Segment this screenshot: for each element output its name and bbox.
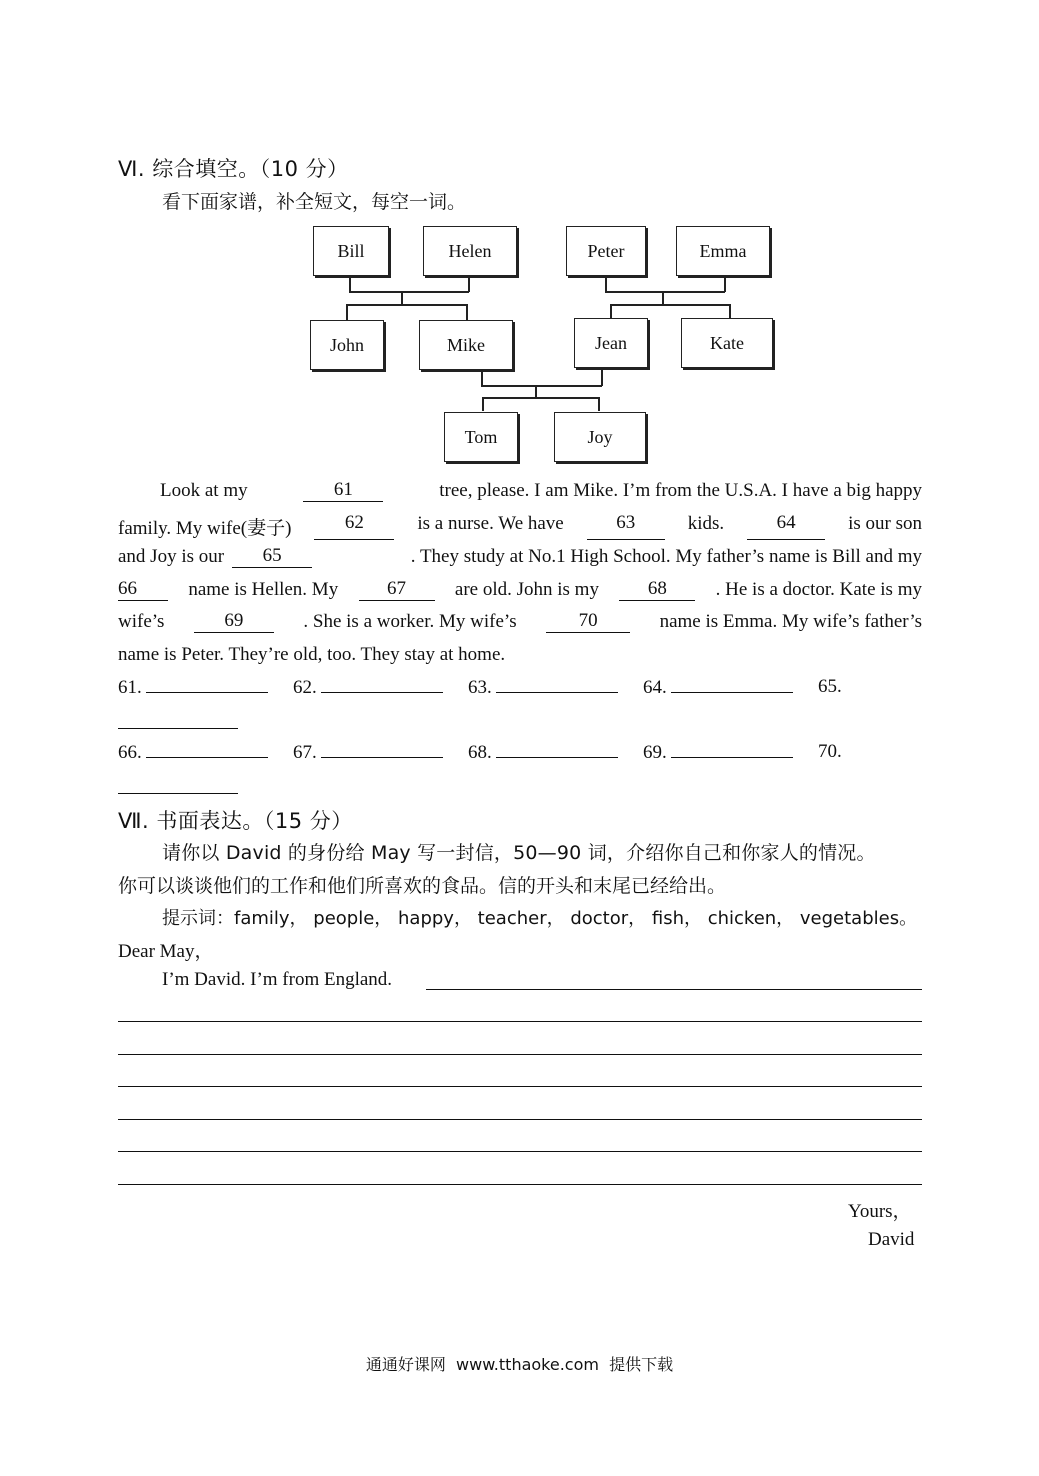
passage-text: Look at my <box>160 480 248 501</box>
answer-61 <box>118 676 268 699</box>
section-6-heading: Ⅵ. 综合填空。（10 分） <box>118 157 349 181</box>
passage-text: and Joy is our <box>118 546 225 567</box>
passage-line-2 <box>118 513 922 540</box>
answer-number: 66. <box>118 742 142 763</box>
tree-connector <box>601 368 603 386</box>
section-7-heading: Ⅶ. 书面表达。（15 分） <box>118 809 353 833</box>
answer-blank[interactable] <box>146 676 268 693</box>
blank-66: 66 <box>118 579 168 601</box>
blank-70: 70 <box>546 611 630 633</box>
tree-connector <box>349 276 351 292</box>
letter-opening: I’m David. I’m from England. <box>162 969 393 990</box>
tree-connector <box>662 291 664 305</box>
letter-signature: David <box>868 1229 915 1250</box>
answer-64 <box>643 676 793 699</box>
blank-63: 63 <box>587 513 665 540</box>
answer-number: 62. <box>293 677 317 698</box>
tree-connector <box>468 276 470 292</box>
writing-line[interactable] <box>118 1184 922 1185</box>
blank-64: 64 <box>747 513 825 540</box>
tree-connector <box>349 291 469 293</box>
section-6-instruction: 看下面家谱，补全短文，每空一词。 <box>162 191 467 213</box>
tree-connector <box>605 291 725 293</box>
writing-line[interactable] <box>118 1086 922 1087</box>
tree-connector <box>481 385 602 387</box>
passage-text: . She is a worker. My wife’s <box>303 611 517 632</box>
answer-blank-65[interactable] <box>118 728 238 729</box>
writing-line[interactable] <box>118 1054 922 1055</box>
answer-68 <box>468 741 618 764</box>
tree-node-john: John <box>310 320 384 370</box>
answer-blank[interactable] <box>146 741 268 758</box>
blank-68: 68 <box>619 579 695 601</box>
answer-number: 64. <box>643 677 667 698</box>
answer-66 <box>118 741 268 764</box>
tree-connector <box>401 291 403 305</box>
letter-salutation: Dear May， <box>118 941 214 962</box>
answer-blank[interactable] <box>671 676 793 693</box>
tree-connector <box>482 397 484 411</box>
passage-text: is a nurse. We have <box>417 513 564 534</box>
answer-blank[interactable] <box>496 741 618 758</box>
passage-text: wife’s <box>118 611 165 632</box>
tree-connector <box>724 276 726 292</box>
passage-line-1 <box>118 480 922 502</box>
letter-closing: Yours， <box>848 1201 912 1222</box>
tree-connector <box>605 276 607 292</box>
passage-text: is our son <box>848 513 922 534</box>
section-7-hint: 提示词：family， people， happy， teacher， doctor， fish， chicken， vegetables。 <box>162 908 918 929</box>
answer-69 <box>643 741 793 764</box>
blank-67: 67 <box>359 579 435 601</box>
passage-text: tree, please. I am Mike. I’m from the U.S.A. I have a big happy <box>439 480 922 501</box>
answer-number: 69. <box>643 742 667 763</box>
passage-text: family. My wife(妻子) <box>118 518 292 539</box>
section-7-instruction-1: 请你以 David 的身份给 May 写一封信，50—90 词，介绍你自己和你家人的情况。 <box>162 842 876 864</box>
answer-blank[interactable] <box>496 676 618 693</box>
tree-node-tom: Tom <box>444 412 518 462</box>
passage-text: name is Emma. My wife’s father’s <box>659 611 922 632</box>
answer-70: 70. <box>818 741 842 762</box>
passage-text: name is Hellen. My <box>188 579 339 600</box>
tree-node-helen: Helen <box>423 226 517 276</box>
answer-number: 61. <box>118 677 142 698</box>
passage-line-3 <box>118 546 922 568</box>
answer-blank[interactable] <box>321 676 443 693</box>
tree-node-emma: Emma <box>676 226 770 276</box>
blank-61: 61 <box>303 480 383 502</box>
tree-node-bill: Bill <box>313 226 389 276</box>
answer-number: 68. <box>468 742 492 763</box>
tree-connector <box>346 304 348 320</box>
section-7-instruction-2: 你可以谈谈他们的工作和他们所喜欢的食品。信的开头和末尾已经给出。 <box>118 875 727 897</box>
blank-62: 62 <box>314 513 394 540</box>
passage-line-5 <box>118 611 922 633</box>
answer-65: 65. <box>818 676 842 697</box>
tree-node-joy: Joy <box>554 412 646 462</box>
tree-connector <box>466 304 468 320</box>
answer-62 <box>293 676 443 699</box>
answer-number: 67. <box>293 742 317 763</box>
blank-65: 65 <box>232 546 312 568</box>
tree-node-peter: Peter <box>566 226 646 276</box>
passage-text: are old. John is my <box>454 579 599 600</box>
answer-63 <box>468 676 618 699</box>
tree-node-mike: Mike <box>419 320 513 370</box>
tree-connector <box>481 370 483 386</box>
writing-line[interactable] <box>426 989 922 990</box>
passage-line-6: name is Peter. They’re old, too. They stay at home. <box>118 644 506 665</box>
writing-line[interactable] <box>118 1119 922 1120</box>
page-footer: 通通好课网 www.tthaoke.com 提供下载 <box>365 1355 674 1374</box>
passage-text: . He is a doctor. Kate is my <box>715 579 922 600</box>
answer-blank[interactable] <box>321 741 443 758</box>
blank-69: 69 <box>194 611 274 633</box>
tree-node-kate: Kate <box>681 318 773 368</box>
passage-text: kids. <box>687 513 725 534</box>
answer-blank-70[interactable] <box>118 793 238 794</box>
tree-connector <box>346 304 468 306</box>
tree-connector <box>482 397 599 399</box>
tree-connector <box>598 397 600 411</box>
answer-67 <box>293 741 443 764</box>
answer-blank[interactable] <box>671 741 793 758</box>
passage-line-4 <box>118 579 922 601</box>
tree-connector <box>610 304 730 306</box>
writing-line[interactable] <box>118 1151 922 1152</box>
writing-line[interactable] <box>118 1021 922 1022</box>
tree-node-jean: Jean <box>574 318 648 368</box>
answer-number: 63. <box>468 677 492 698</box>
passage-text: . They study at No.1 High School. My father’s name is Bill and my <box>410 546 922 567</box>
